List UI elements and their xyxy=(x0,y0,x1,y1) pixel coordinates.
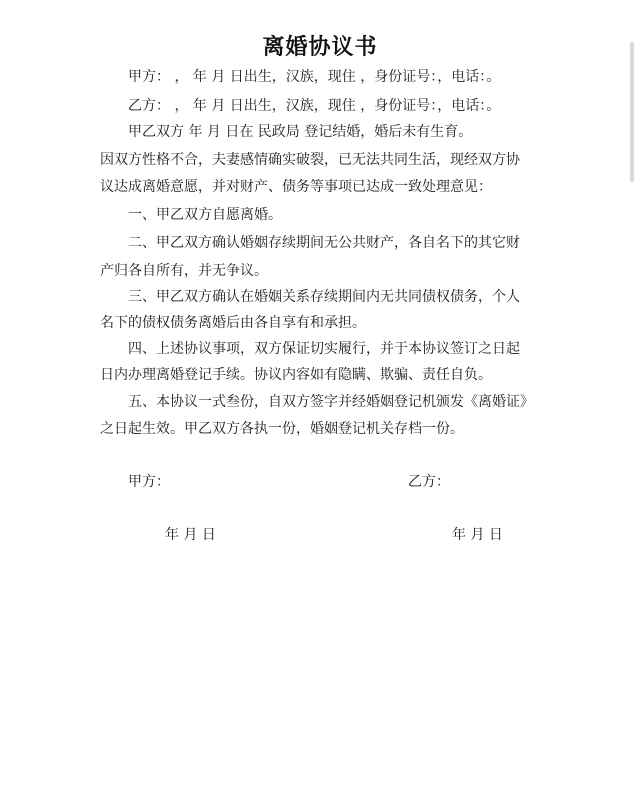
date-party-b: 年 月 日 xyxy=(452,527,503,543)
party-a-info-line: 甲方： ， 年 月 日出生，汉族，现住 ，身份证号：，电话：。 xyxy=(128,69,501,85)
clause-5-line: 五、本协议一式叁份，自双方签字并经婚姻登记机颁发《离婚证》 xyxy=(128,394,534,410)
intro-paragraph-line: 因双方性格不合，夫妻感情确实破裂，已无法共同生活，现经双方协 xyxy=(100,152,520,168)
date-party-a: 年 月 日 xyxy=(165,527,216,543)
signature-party-a: 甲方： xyxy=(128,474,170,490)
clause-3-line: 三、甲乙双方确认在婚姻关系存续期间内无共同债权债务，个人 xyxy=(128,289,520,305)
intro-paragraph-line: 甲乙双方 年 月 日在 民政局 登记结婚，婚后未有生育。 xyxy=(128,124,473,140)
party-b-info-line: 乙方： ， 年 月 日出生，汉族，现住 ，身份证号：，电话：。 xyxy=(128,98,501,114)
clause-4-line: 四、上述协议事项，双方保证切实履行，并于本协议签订之日起 xyxy=(128,341,520,357)
clause-1: 一、甲乙双方自愿离婚。 xyxy=(128,207,282,223)
clause-3-line: 名下的债权债务离婚后由各自享有和承担。 xyxy=(100,315,366,331)
signature-party-b: 乙方： xyxy=(408,474,450,490)
clause-5-line: 之日起生效。甲乙双方各执一份，婚姻登记机关存档一份。 xyxy=(100,421,464,437)
intro-paragraph-line: 议达成离婚意愿，并对财产、债务等事项已达成一致处理意见： xyxy=(100,179,492,195)
document-title: 离婚协议书 xyxy=(262,35,378,60)
vertical-scrollbar[interactable] xyxy=(630,42,634,182)
clause-2-line: 二、甲乙双方确认婚姻存续期间无公共财产，各自名下的其它财 xyxy=(128,235,520,251)
clause-4-line: 日内办理离婚登记手续。协议内容如有隐瞒、欺骗、责任自负。 xyxy=(100,367,492,383)
clause-2-line: 产归各自所有，并无争议。 xyxy=(100,263,268,279)
